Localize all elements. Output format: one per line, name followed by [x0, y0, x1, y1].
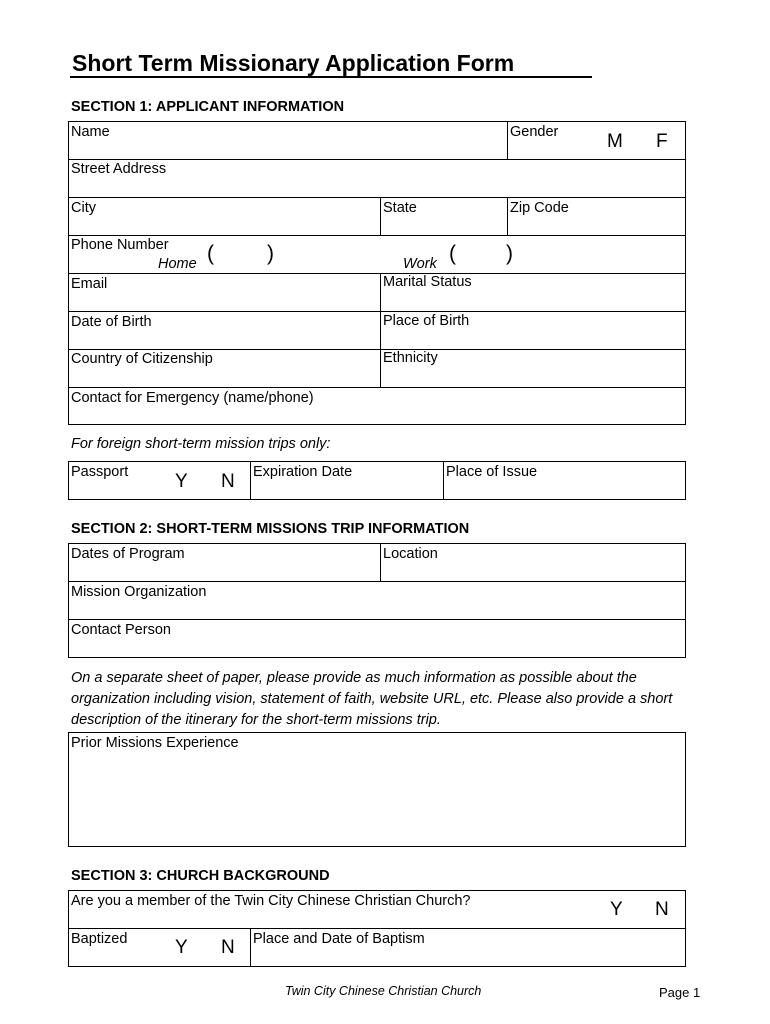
gender-m-option[interactable]: M: [607, 131, 623, 152]
gender-label: Gender: [510, 124, 559, 140]
row-divider: [68, 387, 686, 388]
work-paren-close: ): [506, 242, 513, 265]
gender-f-option[interactable]: F: [656, 131, 668, 152]
section1-heading: SECTION 1: APPLICANT INFORMATION: [71, 99, 345, 115]
col-divider: [380, 543, 381, 581]
foreign-note: For foreign short-term mission trips only:: [71, 436, 331, 452]
citizenship-label: Country of Citizenship: [71, 351, 213, 367]
home-label: Home: [158, 256, 197, 272]
passport-table: [68, 461, 686, 500]
marital-label: Marital Status: [383, 274, 472, 290]
section2-heading: SECTION 2: SHORT-TERM MISSIONS TRIP INFORMATION: [71, 521, 470, 537]
prior-label: Prior Missions Experience: [71, 735, 239, 751]
row-divider: [68, 197, 686, 198]
email-label: Email: [71, 276, 108, 292]
col-divider: [507, 197, 508, 235]
col-divider: [380, 273, 381, 387]
name-label: Name: [71, 124, 110, 140]
separate-sheet-note: On a separate sheet of paper, please provide as much information as possible about the organization including vision, statement of faith, website URL, etc. Please also provide a short description of the itinerary for the short-term missions trip.: [71, 670, 673, 728]
title-underline: [70, 76, 592, 78]
work-paren-open: (: [449, 242, 456, 265]
org-label: Mission Organization: [71, 584, 207, 600]
pob-label: Place of Birth: [383, 313, 470, 329]
row-divider: [68, 619, 686, 620]
col-divider: [250, 928, 251, 967]
work-label: Work: [403, 256, 437, 272]
dates-label: Dates of Program: [71, 546, 185, 562]
home-paren-close: ): [267, 242, 274, 265]
passport-no-option[interactable]: N: [221, 471, 235, 492]
expiration-label: Expiration Date: [253, 464, 353, 480]
baptism-place-label: Place and Date of Baptism: [253, 931, 425, 947]
location-label: Location: [383, 546, 438, 562]
form-title: Short Term Missionary Application Form: [72, 50, 515, 76]
footer-church: Twin City Chinese Christian Church: [285, 984, 482, 998]
emergency-label: Contact for Emergency (name/phone): [71, 390, 314, 406]
passport-yes-option[interactable]: Y: [175, 471, 188, 492]
baptized-label: Baptized: [71, 931, 128, 947]
zip-label: Zip Code: [510, 200, 569, 216]
member-no-option[interactable]: N: [655, 899, 669, 920]
section3-heading: SECTION 3: CHURCH BACKGROUND: [71, 868, 330, 884]
contact-label: Contact Person: [71, 622, 171, 638]
home-paren-open: (: [207, 242, 214, 265]
row-divider: [68, 235, 686, 236]
city-label: City: [71, 200, 96, 216]
row-divider: [68, 928, 686, 929]
row-divider: [68, 581, 686, 582]
row-divider: [68, 349, 686, 350]
dob-label: Date of Birth: [71, 314, 152, 330]
street-label: Street Address: [71, 161, 167, 177]
col-divider: [380, 197, 381, 235]
member-yes-option[interactable]: Y: [610, 899, 623, 920]
state-label: State: [383, 200, 417, 216]
phone-label: Phone Number: [71, 237, 169, 253]
baptized-yes-option[interactable]: Y: [175, 937, 188, 958]
passport-label: Passport: [71, 464, 129, 480]
member-question: Are you a member of the Twin City Chinese Christian Church?: [71, 893, 471, 909]
page-number: Page 1: [659, 985, 701, 1000]
baptized-no-option[interactable]: N: [221, 937, 235, 958]
row-divider: [68, 159, 686, 160]
place-issue-label: Place of Issue: [446, 464, 538, 480]
row-divider: [68, 273, 686, 274]
row-divider: [68, 311, 686, 312]
col-divider: [507, 121, 508, 159]
ethnicity-label: Ethnicity: [383, 350, 438, 366]
col-divider: [443, 461, 444, 500]
col-divider: [250, 461, 251, 500]
